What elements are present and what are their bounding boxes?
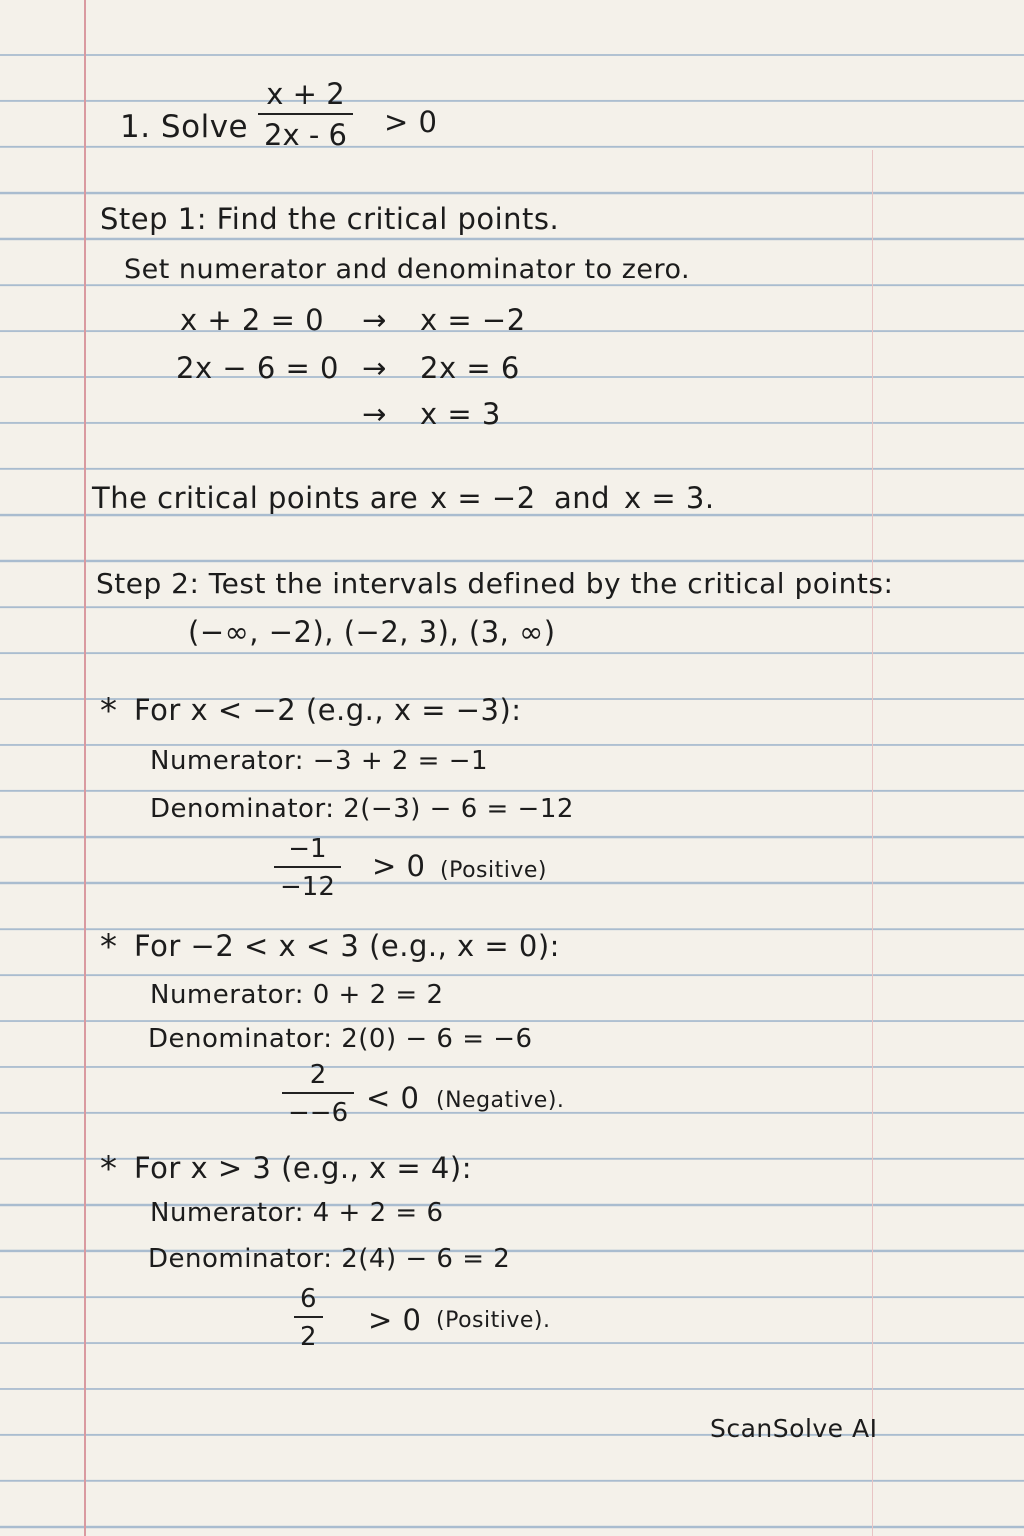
problem-numerator: x + 2	[266, 77, 345, 111]
case3-frac-num: 6	[300, 1284, 317, 1314]
arrow-icon: →	[362, 351, 387, 385]
step1-line2-right: 2x = 6	[420, 351, 520, 385]
arrow-icon: →	[362, 397, 387, 431]
problem-denominator: 2x - 6	[264, 118, 347, 152]
case2-frac-den: −−6	[288, 1098, 349, 1128]
step1-line2-left: 2x − 6 = 0	[176, 351, 339, 385]
brand-watermark: ScanSolve AI	[710, 1414, 878, 1443]
problem-label: 1. Solve	[120, 109, 249, 145]
critical-point-1: x = −2	[430, 481, 536, 515]
arrow-icon: →	[362, 303, 387, 337]
case2-fraction	[282, 1062, 354, 1126]
step1-instruction: Set numerator and denominator to zero.	[124, 254, 691, 285]
problem-relation: > 0	[384, 105, 438, 139]
step2-heading: Step 2: Test the intervals defined by the critical points:	[96, 567, 894, 600]
case3-frac-den: 2	[300, 1322, 317, 1352]
case2-denominator: Denominator: 2(0) − 6 = −6	[148, 1024, 533, 1054]
case1-frac-den: −12	[280, 872, 335, 902]
case1-note: (Positive)	[440, 858, 547, 883]
critical-and: and	[554, 481, 611, 515]
case3-title: For x > 3 (e.g., x = 4):	[134, 1151, 472, 1185]
case1-result: > 0	[372, 849, 426, 883]
step1-line1-right: x = −2	[420, 303, 526, 337]
critical-summary-text: The critical points are	[92, 481, 419, 515]
star-icon: *	[100, 1149, 118, 1189]
star-icon: *	[100, 927, 118, 967]
critical-point-2: x = 3.	[624, 481, 715, 515]
case1-frac-num: −1	[288, 834, 327, 864]
case1-denominator: Denominator: 2(−3) − 6 = −12	[150, 794, 574, 824]
star-icon: *	[100, 691, 118, 731]
case3-result: > 0	[368, 1303, 422, 1337]
case2-frac-num: 2	[309, 1060, 327, 1090]
step1-heading: Step 1: Find the critical points.	[100, 202, 560, 236]
case2-note: (Negative).	[436, 1088, 565, 1113]
case3-note: (Positive).	[436, 1308, 551, 1333]
problem-fraction	[258, 77, 353, 152]
case3-fraction	[294, 1286, 323, 1350]
right-margin-line	[872, 150, 873, 1536]
case3-denominator: Denominator: 2(4) − 6 = 2	[148, 1244, 511, 1274]
step1-line3-right: x = 3	[420, 397, 501, 431]
case2-numerator: Numerator: 0 + 2 = 2	[150, 980, 444, 1010]
step1-line1-left: x + 2 = 0	[180, 303, 325, 337]
case2-title: For −2 < x < 3 (e.g., x = 0):	[134, 929, 560, 963]
case3-numerator: Numerator: 4 + 2 = 6	[150, 1198, 444, 1228]
case1-title: For x < −2 (e.g., x = −3):	[134, 693, 522, 727]
case1-fraction	[274, 836, 341, 900]
case2-result: < 0	[366, 1081, 420, 1115]
margin-line	[84, 0, 86, 1536]
case1-numerator: Numerator: −3 + 2 = −1	[150, 746, 489, 776]
step2-intervals: (−∞, −2), (−2, 3), (3, ∞)	[188, 615, 556, 649]
